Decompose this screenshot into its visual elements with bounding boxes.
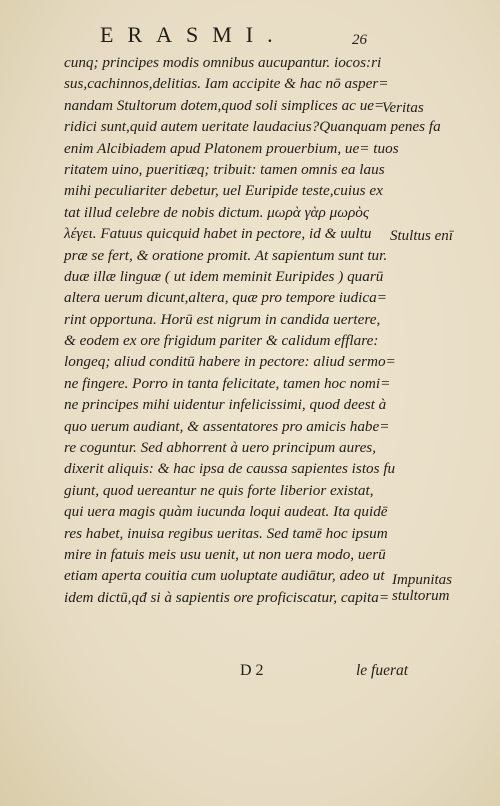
text-line: rint opportuna. Horū est nigrum in candida uertere, bbox=[64, 310, 381, 328]
text-line: ritatem uino, pueritiæq; tribuit: tamen omnis ea laus bbox=[64, 160, 385, 178]
text-line: giunt, quod uereantur ne quis forte liberior existat, bbox=[64, 481, 374, 499]
text-line: re coguntur. Sed abhorrent à uero principum aures, bbox=[64, 439, 377, 457]
text-line: duæ illæ linguæ ( ut idem meminit Euripides ) quarū bbox=[64, 267, 384, 285]
text-line: etiam aperta couitia cum uoluptate audiātur, adeo ut bbox=[64, 567, 385, 585]
text-line: longeq; aliud conditū habere in pectore: aliud sermo= bbox=[64, 353, 396, 371]
text-line: ne fingere. Porro in tanta felicitate, tamen hoc nomi= bbox=[64, 374, 391, 392]
text-line: qui uera magis quàm iucunda loqui audeat. Ita quidē bbox=[64, 503, 388, 521]
text-line: dixerit aliquis: & hac ipsa de caussa sapientes istos fu bbox=[64, 460, 396, 478]
text-line: præ se fert, & oratione promit. At sapientum sunt tur. bbox=[64, 246, 388, 264]
text-line: cunq; principes modis omnibus aucupantur. iocos:ri bbox=[64, 54, 382, 71]
text-line: idem dictū,qđ si à sapientis ore proficiscatur, capita= bbox=[64, 588, 390, 606]
page-number: 26 bbox=[352, 32, 367, 48]
running-head: ERASMI. bbox=[100, 22, 287, 47]
text-line: enim Alcibiadem apud Platonem prouerbium, ue= tuos bbox=[64, 139, 399, 157]
margin-note-impunitas bbox=[392, 572, 452, 604]
text-line: altera uerum dicunt,altera, quæ pro tempore iudica= bbox=[64, 289, 387, 307]
text-line: res habet, inuisa regibus ueritas. Sed tamē hoc ipsum bbox=[64, 524, 388, 542]
body-text bbox=[64, 52, 444, 608]
text-line: sus,cachinnos,delitias. Iam accipite & hac nō asper= bbox=[64, 75, 389, 93]
margin-note-line: stultorum bbox=[392, 588, 450, 604]
text-line: mihi peculiariter debetur, uel Euripide teste,cuius ex bbox=[64, 182, 383, 200]
text-line: mire in fatuis meis usu uenit, ut non uera modo, uerū bbox=[64, 545, 386, 563]
text-line: ridici sunt,quid autem ueritate laudacius?Quanquam penes fa bbox=[64, 118, 441, 136]
signature-mark: D 2 bbox=[240, 662, 264, 679]
text-line: ne principes mihi uidentur infelicissimi, quod deest à bbox=[64, 396, 387, 414]
margin-note-line: Impunitas bbox=[392, 572, 452, 588]
catchword: le fuerat bbox=[356, 662, 409, 679]
margin-note-veritas: Veritas bbox=[382, 100, 424, 116]
margin-note-stultus: Stultus enī bbox=[390, 228, 453, 244]
text-line: λέγει. Fatuus quicquid habet in pectore, id & uultu bbox=[64, 225, 372, 243]
text-line: tat illud celebre de nobis dictum. μωρὰ γὰρ μωρὸς bbox=[64, 203, 370, 221]
text-line: & eodem ex ore frigidum pariter & calidum efflare: bbox=[64, 332, 379, 350]
text-line: quo uerum audiant, & assentatores pro amicis habe= bbox=[64, 417, 390, 435]
text-line: nandam Stultorum dotem,quod soli simplices ac ue= bbox=[64, 96, 385, 114]
